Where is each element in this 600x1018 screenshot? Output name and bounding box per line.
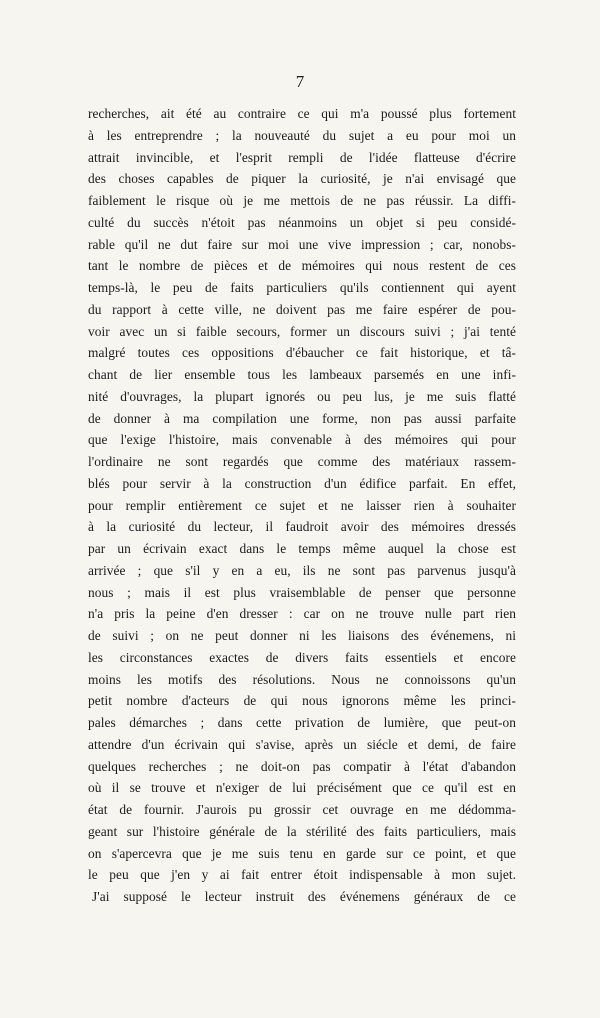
text-line: n'a pris la peine d'en dresser : car on ne trouve nulle part rien: [88, 606, 516, 622]
text-line: des choses capables de piquer la curiosité, je n'ai envisagé que: [88, 171, 516, 187]
text-line: rable qu'il ne dut faire sur moi une vive impression ; car, nonobs-: [88, 236, 516, 252]
text-line: où il se trouve et n'exiger de lui précisément que ce qu'il est en: [88, 780, 516, 796]
text-line: on s'apercevra que je me suis tenu en garde sur ce point, et que: [88, 845, 516, 861]
text-line: attendre d'un écrivain qui s'avise, après un siécle et demi, de faire: [88, 736, 516, 752]
text-line: de suivi ; on ne peut donner ni les liaisons des événemens, ni: [88, 628, 516, 643]
text-line: tant le nombre de pièces et de mémoires qui nous restent de ces: [88, 258, 516, 274]
text-line: à la curiosité du lecteur, il faudroit avoir des mémoires dressés: [88, 519, 516, 535]
body-text: [88, 103, 516, 908]
text-line: faiblement le risque où je me mettois de ne pas réussir. La diffi-: [88, 193, 516, 208]
text-line: chant de lier ensemble tous les lambeaux parsemés en une infi-: [88, 367, 516, 382]
text-line: les circonstances exactes de divers faits essentiels et encore: [88, 649, 516, 665]
text-line: nous ; mais il est plus vraisemblable de penser que personne: [88, 584, 516, 600]
text-line: pour remplir entièrement ce sujet et ne laisser rien à souhaiter: [88, 497, 516, 513]
text-line: le peu que j'en y ai fait entrer étoit indispensable à mon sujet.: [88, 867, 516, 883]
text-line: nité d'ouvrages, la plupart ignorés ou peu lus, je me suis flatté: [88, 388, 516, 404]
text-line: de donner à ma compilation une forme, non pas aussi parfaite: [88, 410, 516, 426]
text-line: du rapport à cette ville, ne doivent pas me faire espérer de pou-: [88, 301, 516, 317]
text-line: recherches, ait été au contraire ce qui m'a poussé plus fortement: [88, 106, 516, 121]
text-line: attrait invincible, et l'esprit rempli de l'idée flatteuse d'écrire: [88, 149, 516, 165]
text-line: l'ordinaire ne sont regardés que comme des matériaux rassem-: [88, 454, 516, 469]
text-line: geant sur l'histoire générale de la stérilité des faits particuliers, mais: [88, 823, 516, 839]
page-number: 7: [295, 72, 305, 91]
text-line: voir avec un si faible secours, former un discours suivi ; j'ai tenté: [88, 323, 516, 339]
text-line: quelques recherches ; ne doit-on pas compatir à l'état d'abandon: [88, 758, 516, 774]
text-line: arrivée ; que s'il y en a eu, ils ne sont pas parvenus jusqu'à: [88, 562, 516, 578]
text-line: état de fournir. J'aurois pu grossir cet ouvrage en me dédomma-: [88, 802, 516, 817]
text-line: par un écrivain exact dans le temps même auquel la chose est: [88, 541, 516, 556]
text-line: que l'exige l'histoire, mais convenable à des mémoires qui pour: [88, 432, 516, 448]
text-line: culté du succès n'étoit pas néanmoins un objet si peu considé-: [88, 214, 516, 230]
text-line: à les entreprendre ; la nouveauté du sujet a eu pour moi un: [88, 127, 516, 143]
text-line: blés pour servir à la construction d'un édifice parfait. En effet,: [88, 475, 516, 491]
text-line: J'ai supposé le lecteur instruit des événemens généraux de ce: [92, 889, 516, 904]
text-line: malgré toutes ces oppositions d'ébaucher ce fait historique, et tâ-: [88, 345, 516, 361]
text-line: temps-là, le peu de faits particuliers qu'ils contiennent qui ayent: [88, 280, 516, 295]
text-line: pales démarches ; dans cette privation de lumière, que peut-on: [88, 715, 516, 730]
text-line: petit nombre d'acteurs de qui nous ignorons même les princi-: [88, 693, 516, 709]
text-line: moins les motifs des résolutions. Nous ne connoissons qu'un: [88, 671, 516, 687]
